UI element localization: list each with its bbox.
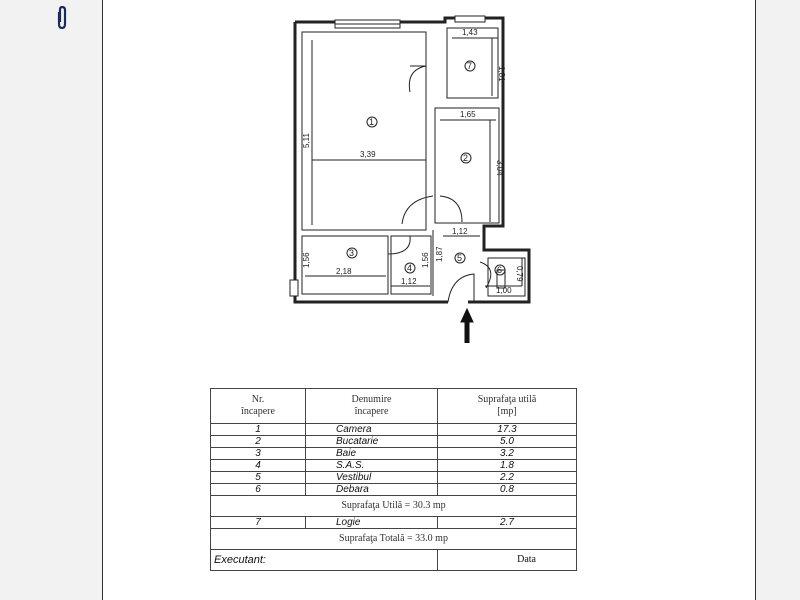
cell-nr: 1 [211,424,306,436]
cell-nr: 5 [211,472,306,484]
room-marker: 6 [497,265,503,275]
col-header-name: Denumire încapere [306,389,438,424]
col-header-nr: Nr. încapere [211,389,306,424]
dimension-label: 1,81 [497,66,506,82]
cell-nr: 7 [211,517,306,529]
executant-row [211,550,577,571]
table-row [211,448,577,460]
cell-name: S.A.S. [306,460,438,472]
table-row [211,460,577,472]
cell-area: 0.8 [438,484,577,496]
cell-area: 1.8 [438,460,577,472]
executant-label: Executant: [211,550,438,571]
dimension-label: 1,12 [401,277,417,286]
table-row [211,517,577,529]
cell-name: Vestibul [306,472,438,484]
cell-area: 3.2 [438,448,577,460]
grand-total: Suprafaţa Totală = 33.0 mp [211,529,577,550]
room-marker: 5 [457,253,463,263]
dimension-label: 3,39 [360,150,376,159]
dimension-label: 0,79 [515,266,524,282]
dimension-label: 1,56 [302,252,311,268]
room-marker: 7 [467,61,473,71]
dimension-label: 5,11 [302,133,311,148]
cell-name: Baie [306,448,438,460]
dimension-label: 1,87 [435,246,444,262]
room-marker: 2 [463,153,469,163]
cell-nr: 4 [211,460,306,472]
dimension-label: 1,00 [496,286,512,295]
cell-name: Camera [306,424,438,436]
dimension-label: 3,04 [495,160,504,176]
cell-nr: 3 [211,448,306,460]
col-header-area: Suprafaţa utilă [mp] [438,389,577,424]
cell-area: 17.3 [438,424,577,436]
date-label: Data [438,550,577,571]
cell-nr: 6 [211,484,306,496]
table-row [211,472,577,484]
dimension-label: 1,43 [462,28,478,37]
cell-nr: 2 [211,436,306,448]
entrance-arrow [461,309,473,343]
cell-area: 2.7 [438,517,577,529]
room-marker: 1 [369,117,375,127]
room-marker: 3 [349,248,355,258]
dimension-label: 1,56 [421,252,430,268]
room-marker: 4 [407,263,413,273]
useful-total: Suprafaţa Utilă = 30.3 mp [211,496,577,517]
cell-area: 5.0 [438,436,577,448]
table-row [211,436,577,448]
dimension-label: 1,65 [460,110,476,119]
table-row [211,424,577,436]
dimension-label: 2,18 [336,267,352,276]
cell-name: Logie [306,517,438,529]
dimension-label: 1,12 [452,227,468,236]
cell-name: Debara [306,484,438,496]
room-table [210,388,577,571]
useful-total-row [211,496,577,517]
grand-total-row [211,529,577,550]
table-row [211,484,577,496]
cell-area: 2.2 [438,472,577,484]
table-header-row [211,389,577,424]
cell-name: Bucatarie [306,436,438,448]
